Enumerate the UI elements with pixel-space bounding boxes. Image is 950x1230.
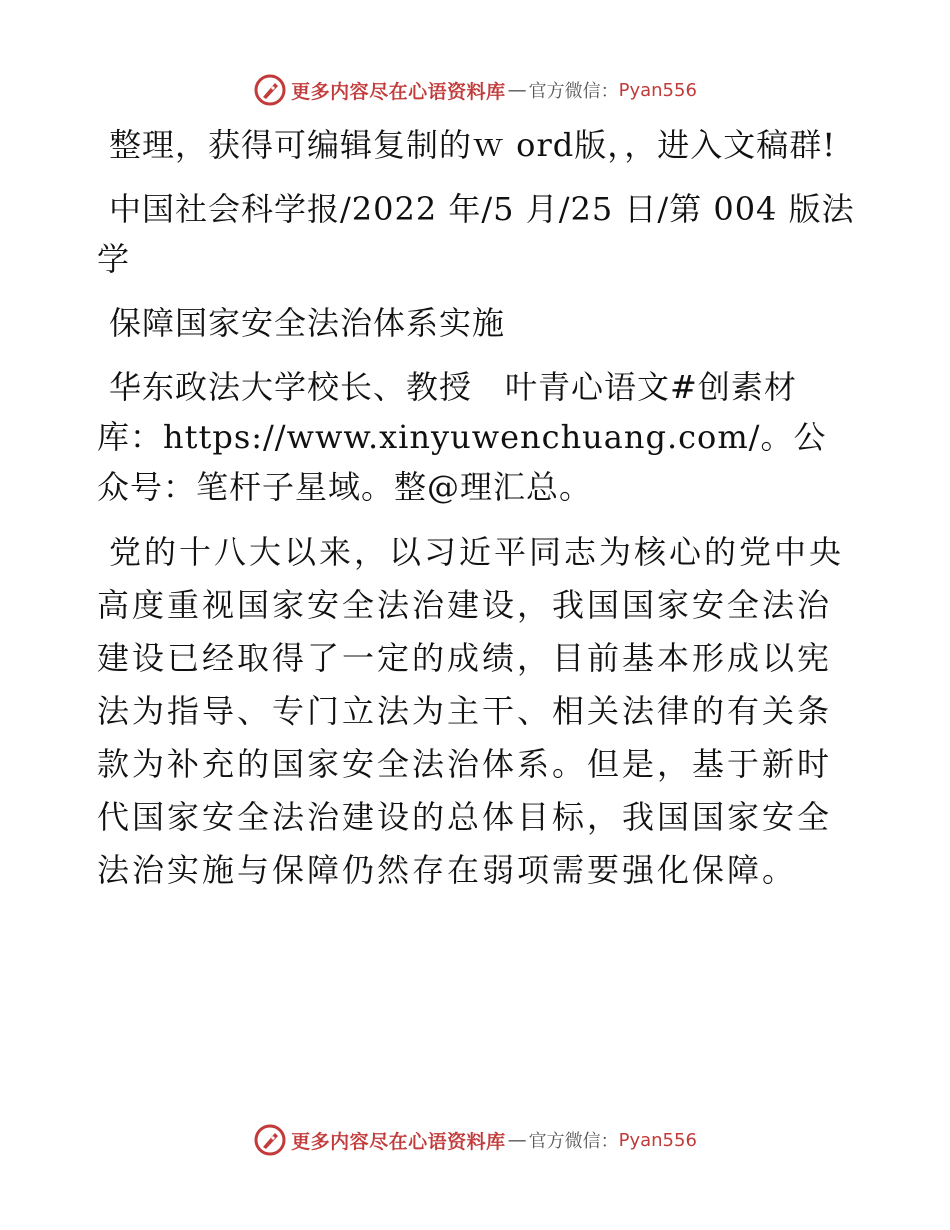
- article-title: 保障国家安全法治体系实施: [109, 304, 506, 342]
- pen-nib-circle-icon: [253, 73, 287, 107]
- watermark-main-text: 更多内容尽在心语资料库: [291, 80, 506, 103]
- watermark-wechat-id: Pyan556: [618, 1129, 697, 1151]
- watermark-sub-text: 官方微信：: [528, 81, 619, 102]
- source-line: 中国社会科学报/2022 年/5 月/25 日/第 004 版法学: [97, 190, 855, 278]
- intro-paragraph: 整理，获得可编辑复制的ｗ ord版，，进入文稿群!: [109, 126, 837, 164]
- document-body: [97, 120, 857, 911]
- pen-nib-circle-icon: [253, 1123, 287, 1157]
- watermark-dash: —: [507, 1129, 527, 1151]
- watermark-wechat-id: Pyan556: [618, 79, 697, 101]
- watermark-sub-text: 官方微信：: [528, 1131, 619, 1152]
- watermark-main-text: 更多内容尽在心语资料库: [291, 1130, 506, 1153]
- footer-watermark: [0, 1120, 950, 1160]
- header-watermark: [0, 70, 950, 110]
- author-line: 华东政法大学校长、教授 叶青心语文#创素材库：https://www.xinyuwenchuang.com/。公众号：笔杆子星域。整@理汇总。: [97, 368, 827, 506]
- watermark-dash: —: [507, 79, 527, 101]
- body-paragraph: 党的十八大以来，以习近平同志为核心的党中央高度重视国家安全法治建设，我国国家安全法治建设已经取得了一定的成绩，目前基本形成以宪法为指导、专门立法为主干、相关法律的有关条款为补充的国家安全法治体系。但是，基于新时代国家安全法治建设的总体目标，我国国家安全法治实施与保障仍然存在弱项需要强化保障。: [97, 533, 845, 889]
